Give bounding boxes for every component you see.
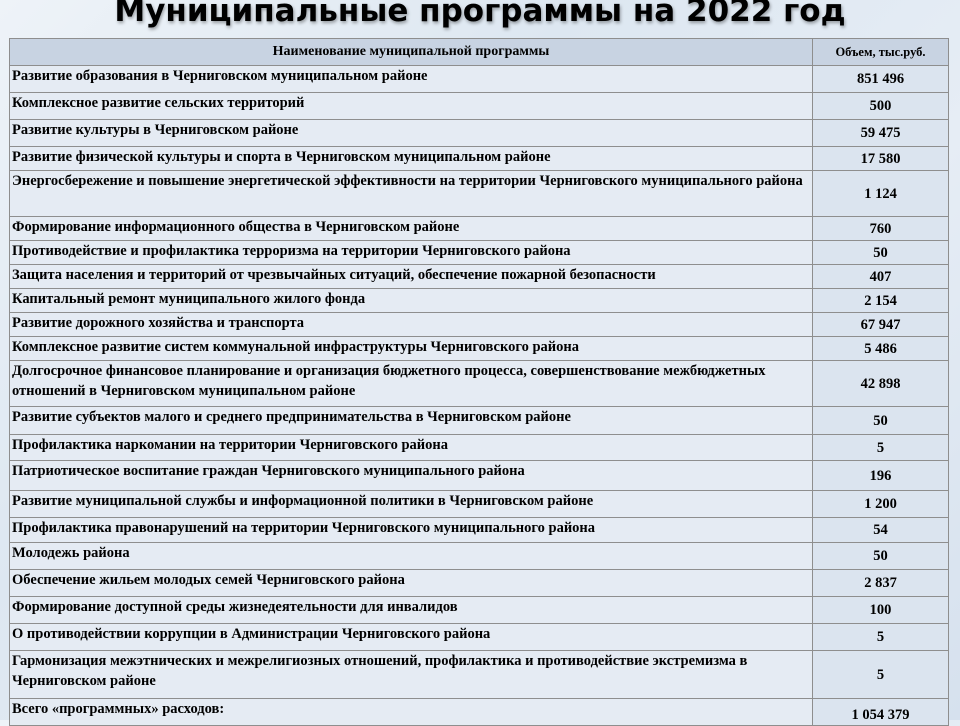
table-row: [10, 147, 949, 171]
table-row: [10, 361, 949, 407]
total-label: Всего «программных» расходов:: [10, 699, 813, 726]
program-name: Обеспечение жильем молодых семей Черниговского района: [10, 570, 813, 597]
program-volume: 50: [813, 241, 949, 265]
table-row: [10, 289, 949, 313]
program-name: Профилактика правонарушений на территории Черниговского муниципального района: [10, 518, 813, 543]
table-row: [10, 171, 949, 217]
program-volume: 760: [813, 217, 949, 241]
program-name: Формирование информационного общества в Черниговском районе: [10, 217, 813, 241]
program-name: Противодействие и профилактика терроризма на территории Черниговского района: [10, 241, 813, 265]
page-title: Муниципальные программы на 2022 год: [114, 0, 846, 29]
program-name: Гармонизация межэтнических и межрелигиозных отношений, профилактика и противодействие экстремизма в Черниговском районе: [10, 651, 813, 699]
program-volume: 196: [813, 461, 949, 491]
table-row: [10, 518, 949, 543]
program-name: Развитие муниципальной службы и информационной политики в Черниговском районе: [10, 491, 813, 518]
program-name: Капитальный ремонт муниципального жилого фонда: [10, 289, 813, 313]
table-row: [10, 241, 949, 265]
program-volume: 17 580: [813, 147, 949, 171]
table-header-row: [10, 39, 949, 66]
program-name: Молодежь района: [10, 543, 813, 570]
table-row: [10, 265, 949, 289]
program-name: Патриотическое воспитание граждан Черниговского муниципального района: [10, 461, 813, 491]
program-volume: 5: [813, 651, 949, 699]
table-row: [10, 337, 949, 361]
program-volume: 500: [813, 93, 949, 120]
program-volume: 1 124: [813, 171, 949, 217]
program-volume: 67 947: [813, 313, 949, 337]
program-volume: 54: [813, 518, 949, 543]
table-row: [10, 624, 949, 651]
program-name: Развитие дорожного хозяйства и транспорта: [10, 313, 813, 337]
program-name: Защита населения и территорий от чрезвычайных ситуаций, обеспечение пожарной безопасности: [10, 265, 813, 289]
program-name: Развитие физической культуры и спорта в Черниговском муниципальном районе: [10, 147, 813, 171]
table-row: [10, 313, 949, 337]
table-row: [10, 66, 949, 93]
program-volume: 50: [813, 543, 949, 570]
header-program-name: Наименование муниципальной программы: [10, 39, 813, 66]
program-volume: 42 898: [813, 361, 949, 407]
program-name: Профилактика наркомании на территории Черниговского района: [10, 435, 813, 461]
program-name: Формирование доступной среды жизнедеятельности для инвалидов: [10, 597, 813, 624]
header-volume: Объем, тыс.руб.: [813, 39, 949, 66]
table-row: [10, 435, 949, 461]
program-volume: 2 154: [813, 289, 949, 313]
program-volume: 59 475: [813, 120, 949, 147]
table-row: [10, 570, 949, 597]
program-volume: 1 200: [813, 491, 949, 518]
table-row: [10, 407, 949, 435]
program-name: Долгосрочное финансовое планирование и организация бюджетного процесса, совершенствование межбюджетных отношений в Черниговском муниципальном районе: [10, 361, 813, 407]
program-name: Комплексное развитие сельских территорий: [10, 93, 813, 120]
program-volume: 100: [813, 597, 949, 624]
program-name: Развитие субъектов малого и среднего предпринимательства в Черниговском районе: [10, 407, 813, 435]
table-row: [10, 597, 949, 624]
program-name: Энергосбережение и повышение энергетической эффективности на территории Черниговского муниципального района: [10, 171, 813, 217]
program-volume: 851 496: [813, 66, 949, 93]
program-name: Развитие образования в Черниговском муниципальном районе: [10, 66, 813, 93]
table-row: [10, 491, 949, 518]
table-row: [10, 461, 949, 491]
program-volume: 2 837: [813, 570, 949, 597]
program-volume: 5: [813, 435, 949, 461]
table-row: [10, 651, 949, 699]
program-volume: 5: [813, 624, 949, 651]
table-row: [10, 93, 949, 120]
table-row: [10, 217, 949, 241]
programs-table: [9, 38, 949, 726]
program-volume: 50: [813, 407, 949, 435]
program-name: О противодействии коррупции в Администрации Черниговского района: [10, 624, 813, 651]
table-total-row: [10, 699, 949, 726]
program-volume: 5 486: [813, 337, 949, 361]
program-volume: 407: [813, 265, 949, 289]
program-name: Развитие культуры в Черниговском районе: [10, 120, 813, 147]
program-name: Комплексное развитие систем коммунальной инфраструктуры Черниговского района: [10, 337, 813, 361]
total-volume: 1 054 379: [813, 699, 949, 726]
table-row: [10, 120, 949, 147]
table-row: [10, 543, 949, 570]
